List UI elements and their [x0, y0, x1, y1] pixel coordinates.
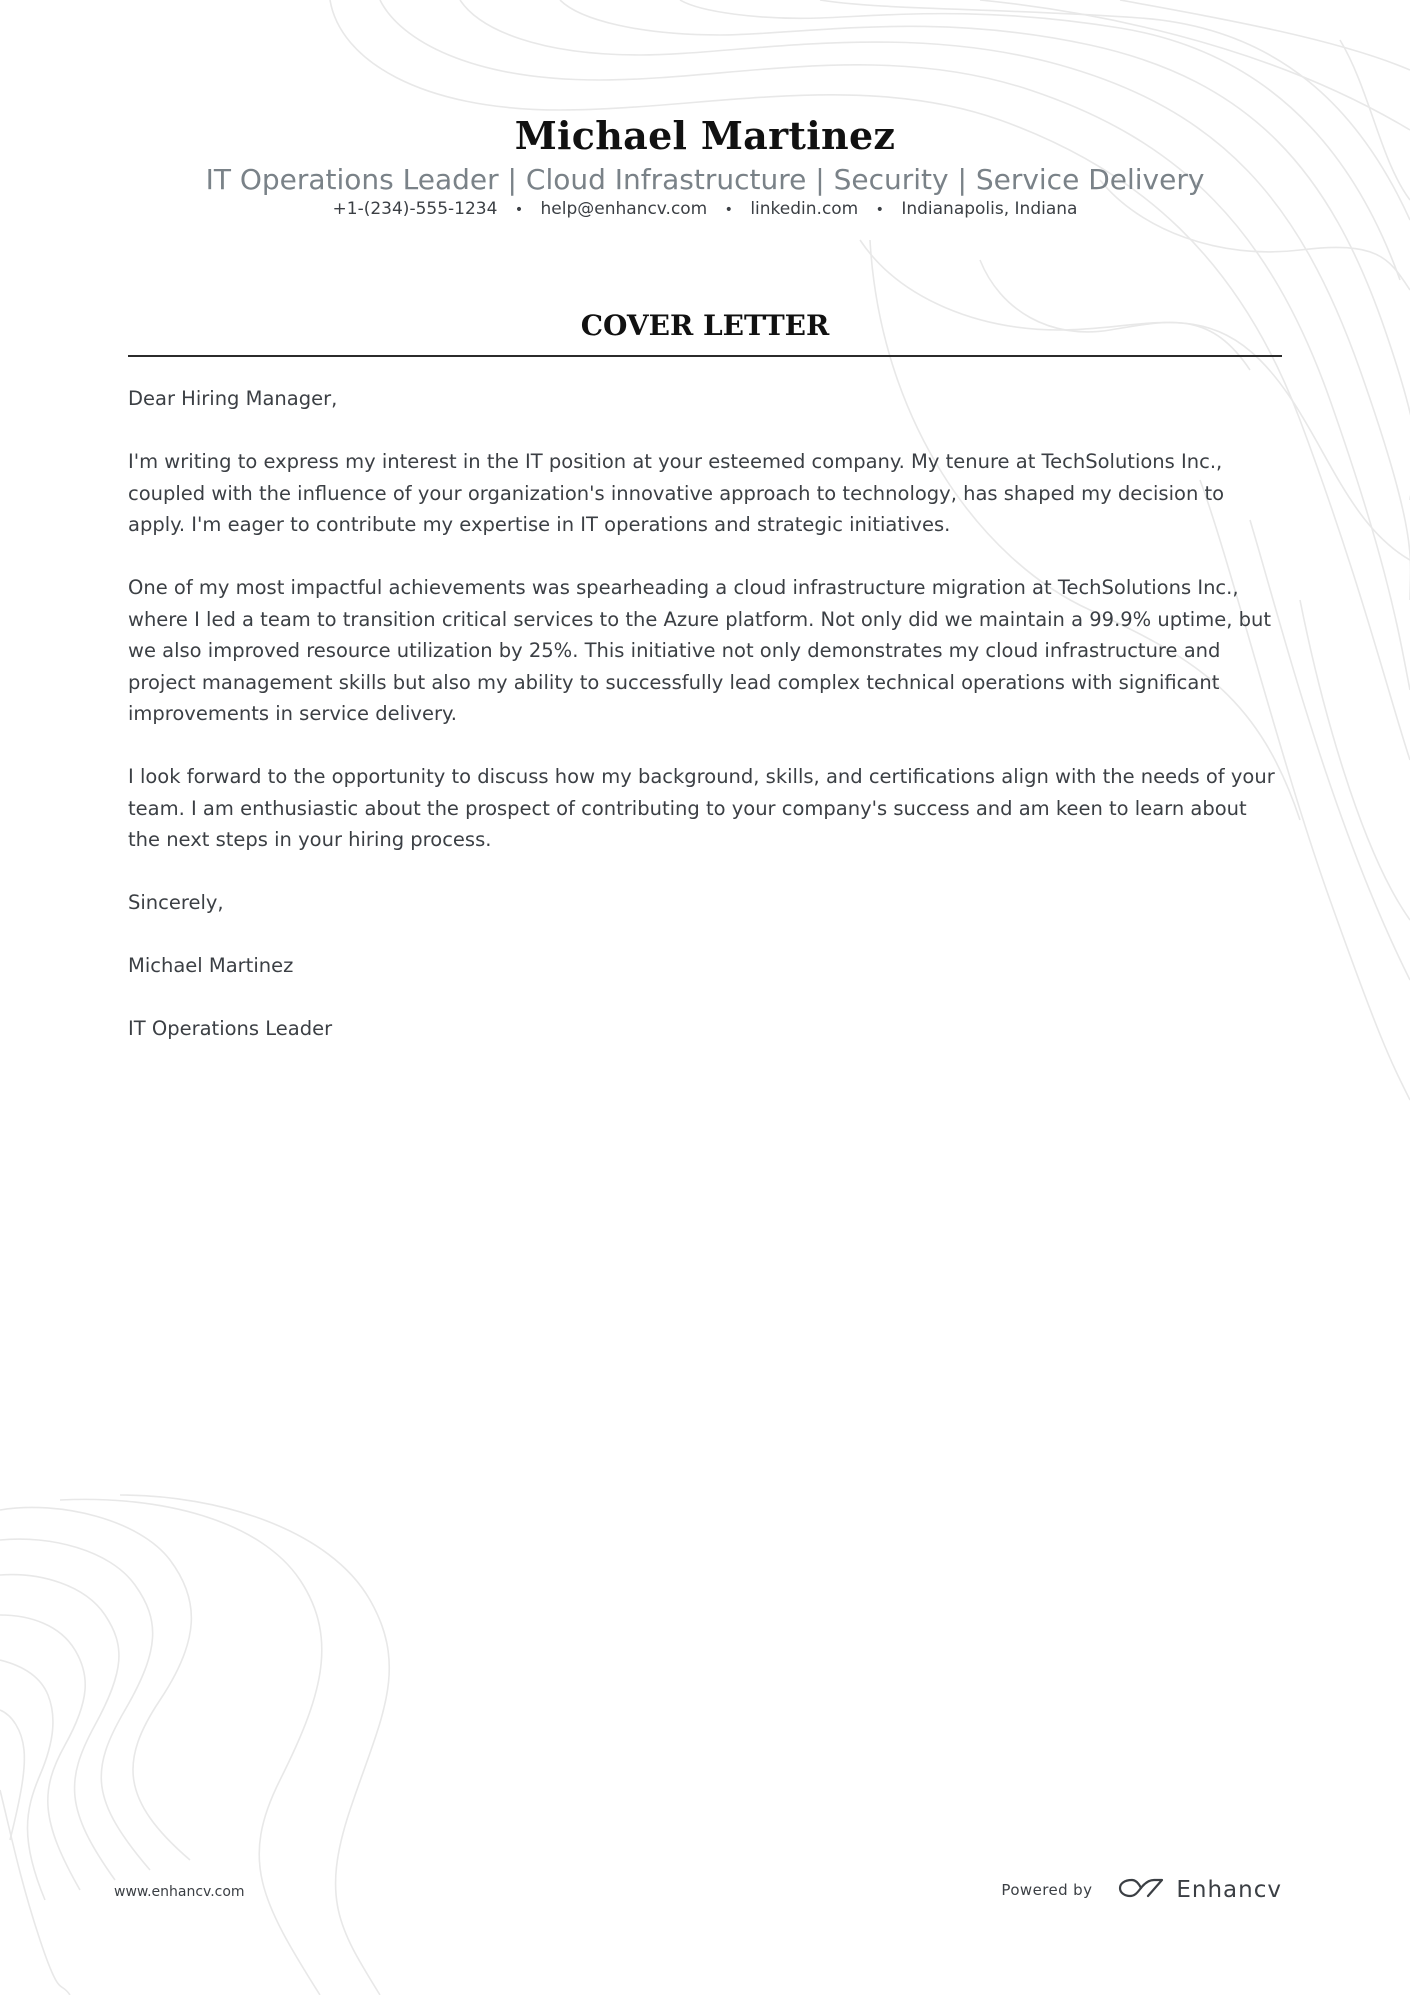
signature-title: IT Operations Leader	[128, 1017, 333, 1040]
contact-linkedin[interactable]: linkedin.com	[750, 199, 859, 219]
enhancv-brand-name: Enhancv	[1176, 1877, 1282, 1903]
section-divider	[128, 355, 1282, 357]
signature-name: Michael Martinez	[128, 954, 294, 977]
letter-paragraph: One of my most impactful achievements was spearheading a cloud infrastructure migration at TechSolutions Inc., where I led a team to transition critical services to the Azure platform. Not only did we maintain a 99.9% uptime, but we also improved resource utilization by 25%. This initiative not only demonstrates my cloud infrastructure and project management skills but also my ability to successfully lead complex technical operations with significant improvements in service delivery.	[128, 576, 1271, 725]
footer-branding	[1001, 1876, 1282, 1904]
applicant-name: Michael Martinez	[514, 113, 896, 158]
enhancv-logo-icon	[1118, 1876, 1164, 1904]
contact-separator: •	[514, 202, 524, 218]
letter-body	[128, 383, 1282, 1076]
letter-salutation: Dear Hiring Manager,	[128, 387, 338, 410]
section-title: COVER LETTER	[580, 309, 830, 342]
enhancv-brand[interactable]	[1118, 1876, 1282, 1904]
contact-email[interactable]: help@enhancv.com	[540, 199, 708, 219]
letter-closing: Sincerely,	[128, 891, 224, 914]
contact-info	[0, 198, 1410, 221]
letter-paragraph: I look forward to the opportunity to discuss how my background, skills, and certifications align with the needs of your team. I am enthusiastic about the prospect of contributing to your company's success and am keen to learn about the next steps in your hiring process.	[128, 765, 1275, 851]
powered-by-label: Powered by	[1001, 1881, 1093, 1899]
contact-phone: +1-(234)-555-1234	[332, 199, 498, 219]
footer-website[interactable]: www.enhancv.com	[114, 1884, 245, 1900]
letter-paragraph: I'm writing to express my interest in the IT position at your esteemed company. My tenure at TechSolutions Inc., coupled with the influence of your organization's innovative approach to technology, has shaped my decision to apply. I'm eager to contribute my expertise in IT operations and strategic initiatives.	[128, 450, 1225, 536]
contact-separator: •	[724, 202, 733, 218]
letter-header	[0, 112, 1410, 221]
contact-location: Indianapolis, Indiana	[901, 199, 1078, 219]
contact-separator: •	[875, 202, 884, 218]
applicant-headline: IT Operations Leader | Cloud Infrastructure | Security | Service Delivery	[205, 163, 1205, 196]
